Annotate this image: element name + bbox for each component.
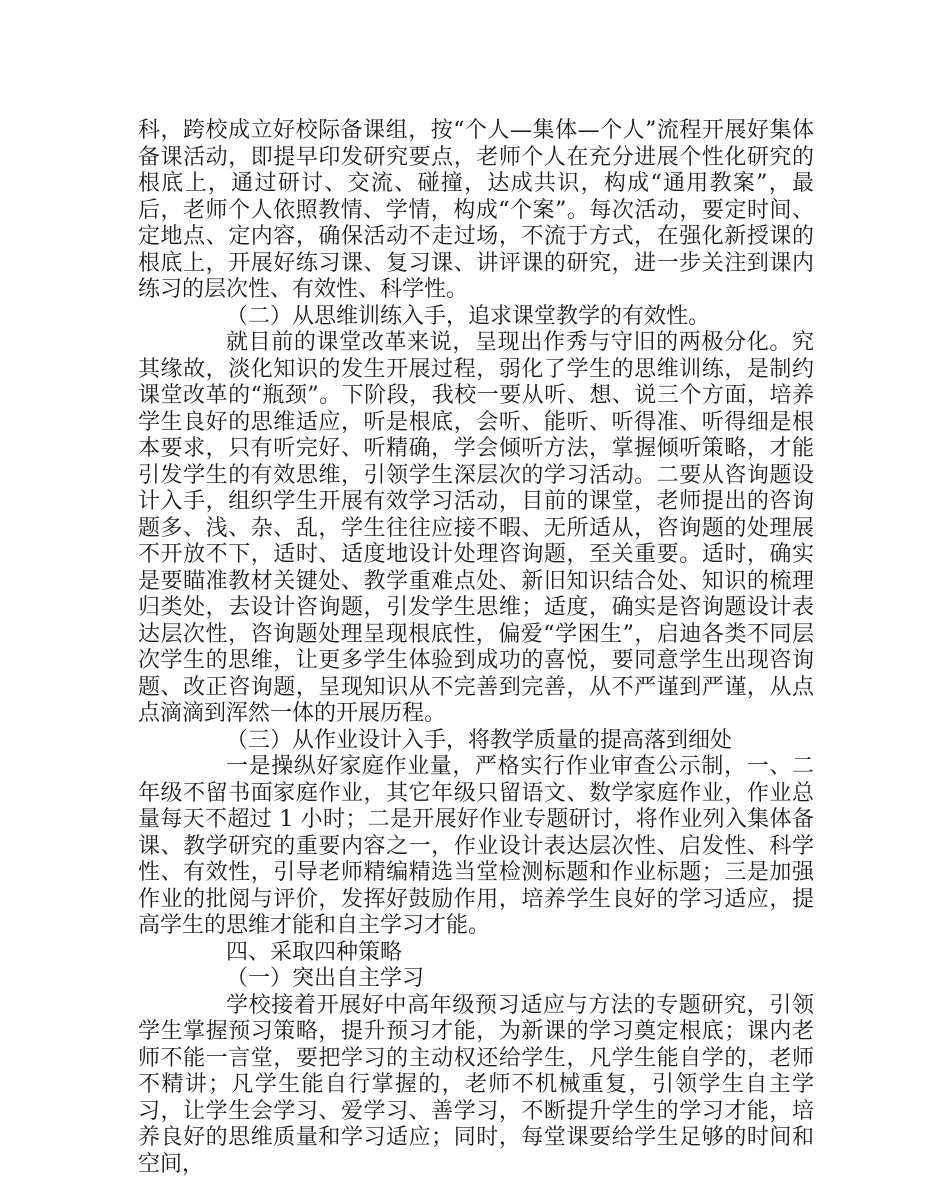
section-heading: （三）从作业设计入手，将教学质量的提高落到细处 [226, 727, 733, 753]
section-heading: 四、采取四种策略 [226, 939, 403, 965]
body-paragraph: 学校接着开展好中高年级预习适应与方法的专题研究，引领学生掌握预习策略，提升预习才能，为新课的学习奠定根底；课内老师不能一言堂，要把学习的主动权还给学生，凡学生能自学的，老师不精讲；凡学生能自行掌握的，老师不机械重复，引领学生自主学习，让学生会学习、爱学习、善学习，不断提升学生的学习才能，培养良好的思维质量和学习适应；同时，每堂课要给学生足够的时间和空间， [138, 992, 814, 1177]
body-paragraph: 科，跨校成立好校际备课组，按“个人—集体—个人”流程开展好集体备课活动，即提早印发研究要点，老师个人在充分进展个性化研究的根底上，通过研讨、交流、碰撞，达成共识，构成“通用教案”，最后，老师个人依照教情、学情，构成“个案”。每次活动，要定时间、定地点、定内容，确保活动不走过场，不流于方式，在强化新授课的根底上，开展好练习课、复习课、讲评课的研究，进一步关注到课内练习的层次性、有效性、科学性。 [138, 118, 814, 302]
section-heading: （二）从思维训练入手，追求课堂教学的有效性。 [226, 303, 711, 329]
section-heading: （一）突出自主学习 [226, 966, 425, 991]
body-paragraph: 一是操纵好家庭作业量，严格实行作业审查公示制，一、二年级不留书面家庭作业，其它年级只留语文、数学家庭作业，作业总量每天不超过 1 小时；二是开展好作业专题研讨，将作业列入集体备课、教学研究的重要内容之一，作业设计表达层次性、启发性、科学性、有效性，引导老师精编精选当堂检测标题和作业标题；三是加强作业的批阅与评价，发挥好鼓励作用，培养学生良好的学习适应，提高学生的思维才能和自主学习才能。 [138, 754, 814, 938]
document-page [138, 118, 814, 1178]
body-paragraph: 就目前的课堂改革来说，呈现出作秀与守旧的两极分化。究其缘故，淡化知识的发生开展过程，弱化了学生的思维训练，是制约课堂改革的“瓶颈”。下阶段，我校一要从听、想、说三个方面，培养学生良好的思维适应，听是根底，会听、能听、听得准、听得细是根本要求，只有听完好、听精确，学会倾听方法，掌握倾听策略，才能引发学生的有效思维，引领学生深层次的学习活动。二要从咨询题设计入手，组织学生开展有效学习活动，目前的课堂，老师提出的咨询题多、浅、杂、乱，学生往往应接不暇、无所适从，咨询题的处理展不开放不下，适时、适度地设计处理咨询题，至关重要。适时，确实是要瞄准教材关键处、教学重难点处、新旧知识结合处、知识的梳理归类处，去设计咨询题，引发学生思维；适度，确实是咨询题设计表达层次性，咨询题处理呈现根底性，偏爱“学困生”，启迪各类不同层次学生的思维，让更多学生体验到成功的喜悦，要同意学生出现咨询题、改正咨询题，呈现知识从不完善到完善，从不严谨到严谨，从点点滴滴到浑然一体的开展历程。 [138, 330, 814, 726]
